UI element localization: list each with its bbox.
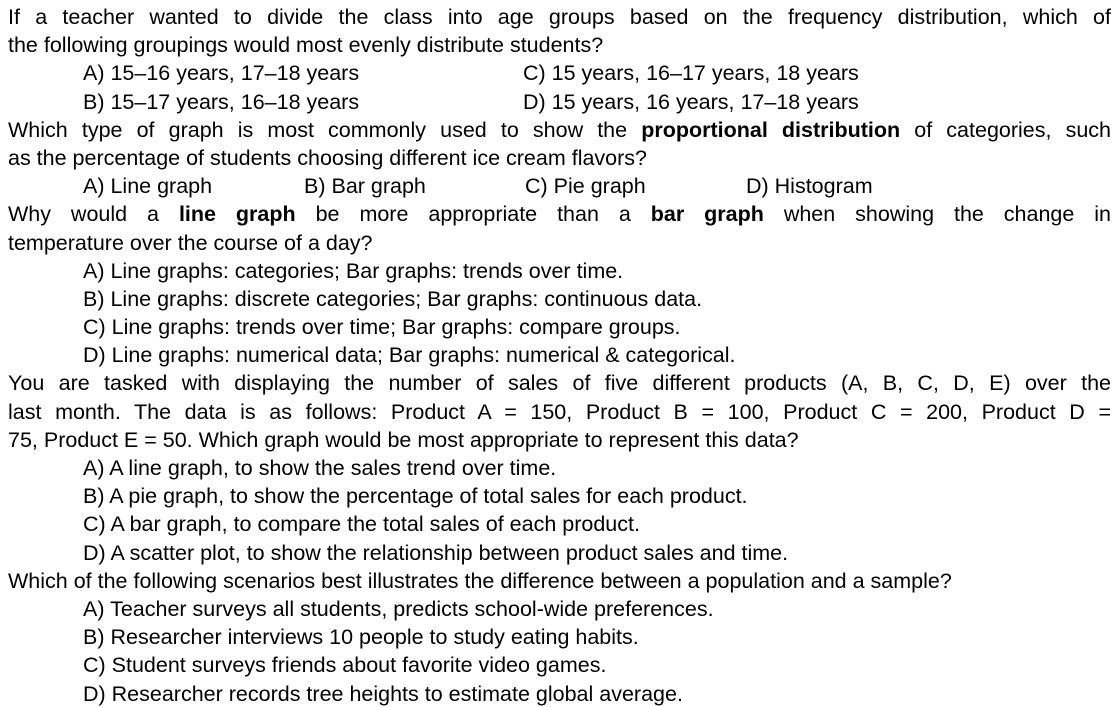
- question-3-text-pre: Why would a: [8, 202, 179, 227]
- question-3-option-c: C) Line graphs: trends over time; Bar graphs: compare groups.: [83, 315, 681, 340]
- question-4-option-c: C) A bar graph, to compare the total sales of each product.: [83, 512, 640, 537]
- question-2-text-pre: Which type of graph is most commonly used to show the: [8, 117, 642, 142]
- question-3-option-b: B) Line graphs: discrete categories; Bar graphs: continuous data.: [83, 286, 703, 311]
- question-2-line-1: [8, 116, 1111, 144]
- question-2-line-2: as the percentage of students choosing different ice cream flavors?: [8, 145, 648, 170]
- question-1-options-row-1: [8, 59, 1111, 87]
- question-1-line-2: the following groupings would most evenly distribute students?: [8, 33, 604, 58]
- question-1-options-row-2: [8, 88, 1111, 116]
- question-3-option-a: A) Line graphs: categories; Bar graphs: trends over time.: [83, 258, 624, 283]
- question-3-text-bold-1: line graph: [178, 202, 296, 227]
- question-3-option-d: D) Line graphs: numerical data; Bar graphs: numerical & categorical.: [83, 343, 736, 368]
- question-1-option-d: D) 15 years, 16 years, 17–18 years: [523, 89, 859, 114]
- question-3-line-1: [8, 200, 1111, 228]
- question-4-line-1: You are tasked with displaying the number of sales of five different products (A, B, C, D, E) over the: [8, 371, 1111, 396]
- question-2-options-row: [8, 172, 1111, 200]
- question-5-option-d: D) Researcher records tree heights to estimate global average.: [83, 681, 683, 706]
- question-4-option-b: B) A pie graph, to show the percentage of total sales for each product.: [83, 484, 748, 509]
- question-2-option-b: B) Bar graph: [304, 174, 426, 199]
- question-3-text-bold-2: bar graph: [650, 202, 764, 227]
- question-1-line-1: If a teacher wanted to divide the class into age groups based on the frequency distribution, which of: [8, 5, 1111, 29]
- question-5-line-1: Which of the following scenarios best illustrates the difference between a population and a sample?: [8, 568, 952, 593]
- question-1-option-a: A) 15–16 years, 17–18 years: [83, 61, 360, 86]
- question-2-text-post: of categories, such: [900, 117, 1111, 142]
- question-4-line-3: 75, Product E = 50. Which graph would be most appropriate to represent this data?: [8, 427, 799, 452]
- question-2-text-bold: proportional distribution: [641, 117, 901, 142]
- question-2-option-d: D) Histogram: [746, 174, 873, 199]
- question-list: [8, 3, 1111, 707]
- question-2-option-c: C) Pie graph: [525, 174, 646, 199]
- question-2-option-a: A) Line graph: [83, 174, 213, 199]
- question-3-text-mid: be more appropriate than a: [295, 202, 651, 227]
- question-1-option-c: C) 15 years, 16–17 years, 18 years: [523, 61, 859, 86]
- question-4-option-d: D) A scatter plot, to show the relationship between product sales and time.: [83, 540, 789, 565]
- question-5-option-b: B) Researcher interviews 10 people to study eating habits.: [83, 625, 639, 650]
- question-4-option-a: A) A line graph, to show the sales trend over time.: [83, 456, 557, 480]
- question-5-option-a: A) Teacher surveys all students, predicts school-wide preferences.: [83, 596, 714, 621]
- question-3-text-post: when showing the change in: [763, 202, 1112, 227]
- question-1-option-b: B) 15–17 years, 16–18 years: [83, 89, 360, 114]
- question-4-line-2: last month. The data is as follows: Product A = 150, Product B = 100, Product C = 200, Product D =: [8, 399, 1111, 424]
- question-3-line-2: temperature over the course of a day?: [8, 230, 373, 255]
- question-5-option-c: C) Student surveys friends about favorite video games.: [83, 653, 607, 678]
